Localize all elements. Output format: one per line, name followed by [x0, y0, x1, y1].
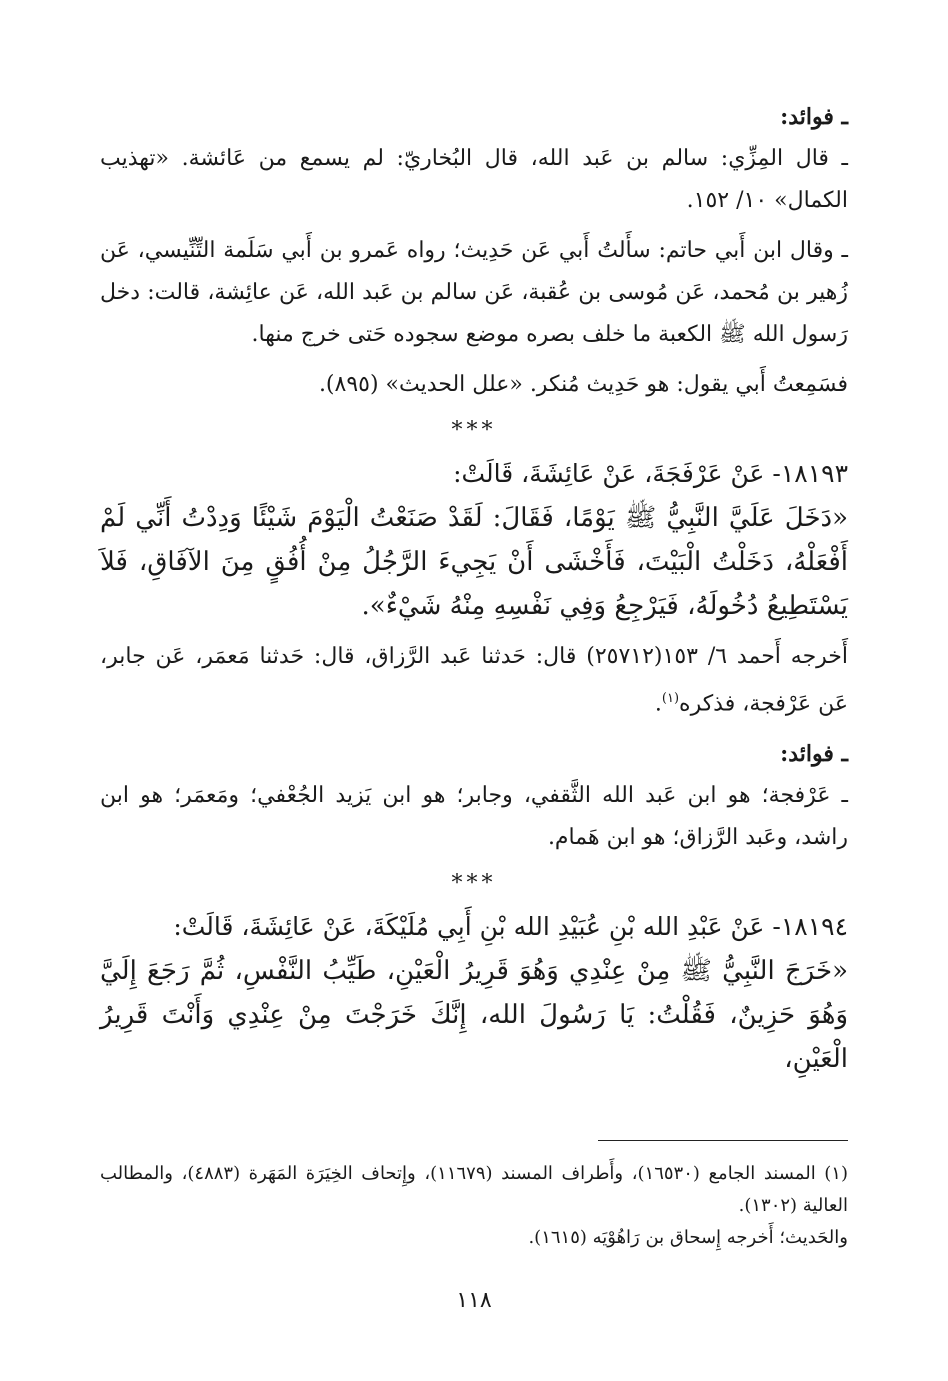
footnote-1: (١) المسند الجامع (١٦٥٣٠)، وأَطراف المسند (١١٦٧٩)، وإِتحاف الخِيَرَة المَهَرة (٤٨٨٣)، والمطالب العالية (١٣٠٢).	[100, 1163, 848, 1216]
paragraph-arfaja: ـ عَرْفجة؛ هو ابن عَبد الله الثَّقفي، وجابر؛ هو ابن يَزيد الجُعْفي؛ ومَعمَر؛ هو ابن راشد، وعَبد الرَّزاق؛ هو ابن هَمام.	[100, 783, 848, 851]
separator-stars: ***	[451, 418, 497, 443]
footnote-1-continued: والحَديث؛ أَخرجه إِسحاق بن رَاهُوْيَه (١٦١٥).	[528, 1227, 848, 1248]
section-heading-fawaid-2: ـ فوائد:	[780, 741, 848, 768]
paragraph-mizzi: ـ قال المِزِّي: سالم بن عَبد الله، قال البُخاريّ: لم يسمع من عَائشة. «تهذيب الكمال» ١٠/ ١٥٢.	[100, 146, 848, 213]
takhrij-end: .	[654, 691, 662, 717]
hadith-18193-takhrij	[100, 636, 848, 725]
hadith-18194-head: ١٨١٩٤- عَنْ عَبْدِ الله بْنِ عُبَيْدِ الله بْنِ أَبِي مُلَيْكَةَ، عَنْ عَائِشَةَ، قَالَتْ:	[173, 912, 848, 942]
main-text	[100, 96, 848, 1089]
hadith-18194-text: «خَرَجَ النَّبِيُّ ﷺ مِنْ عِنْدِي وَهُوَ قَرِيرُ الْعَيْنِ، طَيِّبُ النَّفْسِ، ثُمَّ رَجَعَ إِلَيَّ وَهُوَ حَزِينٌ، فَقُلْتُ: يَا رَسُولَ الله، إِنَّكَ خَرَجْتَ مِنْ عِنْدِي وَأَنْتَ قَرِيرُ الْعَيْنِ،	[100, 956, 848, 1075]
page-number: ١١٨	[456, 1288, 492, 1313]
footnote-divider	[598, 1140, 848, 1141]
takhrij-text: أَخرجه أَحمد ٦/ ١٥٣(٢٥٧١٢) قال: حَدثنا عَبد الرَّزاق، قال: حَدثنا مَعمَر، عَن جابر، عَن عَرْفجة، فذكره	[100, 644, 849, 717]
footnotes	[100, 1158, 848, 1254]
hadith-18193-text: «دَخَلَ عَلَيَّ النَّبِيُّ ﷺ يَوْمًا، فَقَالَ: لَقَدْ صَنَعْتُ الْيَوْمَ شَيْئًا وَدِدْتُ أَنِّي لَمْ أَفْعَلْهُ، دَخَلْتُ الْبَيْتَ، فَأَخْشَى أَنْ يَجِيءَ الرَّجُلُ مِنْ أُفُقٍ مِنَ الآفَاقِ، فَلاَ يَسْتَطِيعُ دُخُولَهُ، فَيَرْجِعُ وَفِي نَفْسِهِ مِنْهُ شَيْءٌ».	[100, 503, 848, 621]
separator-stars-2: ***	[451, 871, 497, 897]
hadith-18193-head: ١٨١٩٣- عَنْ عَرْفَجَةَ، عَنْ عَائِشَةَ، قَالَتْ:	[453, 459, 848, 488]
footnote-ref[interactable]: (١)	[661, 691, 680, 706]
paragraph-ibn-abi-hatim: ـ وقال ابن أَبي حاتم: سأَلتُ أَبي عَن حَدِيث؛ رواه عَمرو بن أَبي سَلَمة التِّنِّيسي، عَن زُهير بن مُحمد، عَن مُوسى بن عُقبة، عَن سالم بن عَبد الله، عَن عائِشة، قالت: دخل رَسول الله ﷺ الكعبة ما خلف بصره موضع سجوده حَتى خرج منها.	[100, 238, 848, 347]
paragraph-munkar: فسَمِعتُ أَبي يقول: هو حَدِيث مُنكر. «علل الحديث» (٨٩٥).	[318, 372, 848, 397]
section-heading-fawaid: ـ فوائد:	[780, 104, 848, 130]
